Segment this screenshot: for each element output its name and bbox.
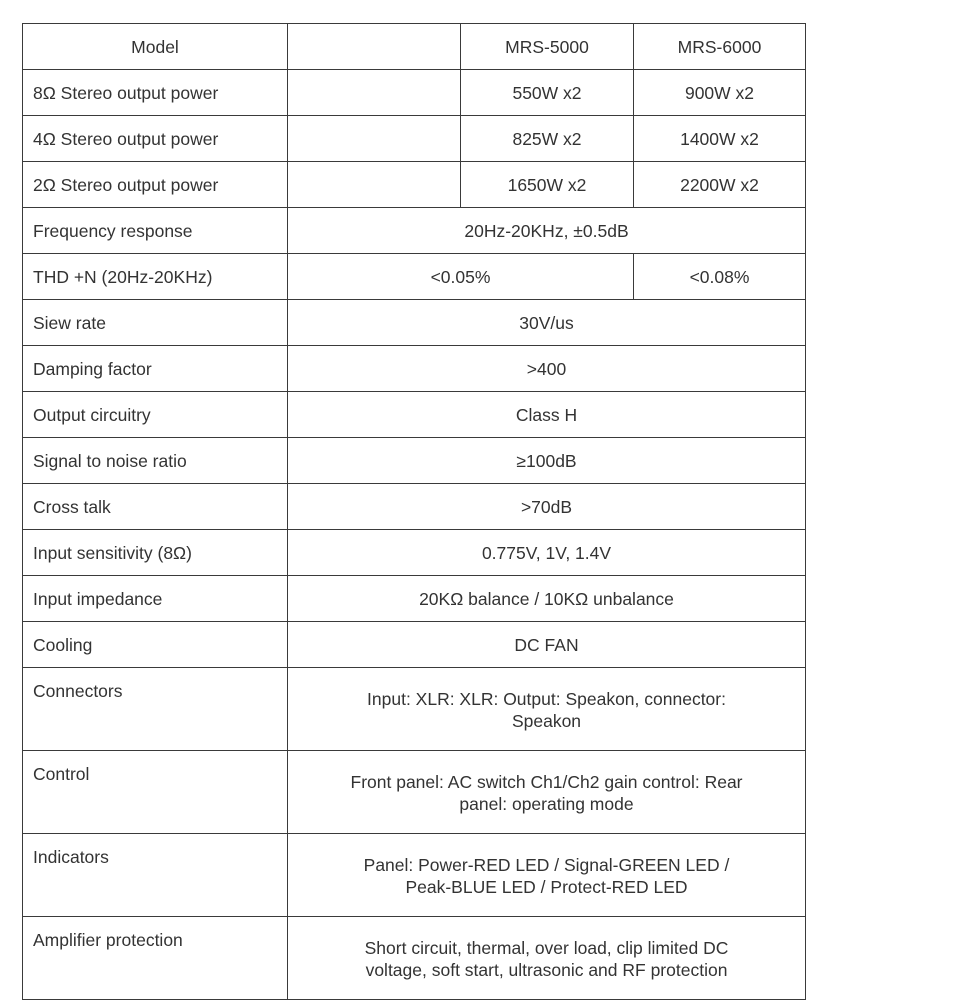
value-cell: Class H [288,392,806,438]
row-label: THD +N (20Hz-20KHz) [23,254,288,300]
table-row [23,438,806,484]
table-row [23,576,806,622]
blank-header-cell [288,24,461,70]
row-label: Input sensitivity (8Ω) [23,530,288,576]
value-cell: 0.775V, 1V, 1.4V [288,530,806,576]
value-line: Front panel: AC switch Ch1/Ch2 gain control: Rear [350,772,743,792]
value-line: Panel: Power-RED LED / Signal-GREEN LED / [363,855,730,875]
value-cell [288,668,806,751]
value-cell: 1650W x2 [461,162,634,208]
header-row [23,24,806,70]
value-line: Peak-BLUE LED / Protect-RED LED [405,877,688,897]
blank-cell [288,70,461,116]
table-row [23,346,806,392]
row-label: Amplifier protection [23,917,288,1000]
table-row [23,116,806,162]
model-mrs-5000: MRS-5000 [461,24,634,70]
value-cell: >400 [288,346,806,392]
table-row [23,392,806,438]
table-row [23,300,806,346]
value-cell: 20KΩ balance / 10KΩ unbalance [288,576,806,622]
table-row [23,162,806,208]
value-cell: 30V/us [288,300,806,346]
row-label: Signal to noise ratio [23,438,288,484]
model-mrs-6000: MRS-6000 [634,24,806,70]
value-line: Speakon [511,711,582,731]
value-cell: 20Hz-20KHz, ±0.5dB [288,208,806,254]
row-label: 4Ω Stereo output power [23,116,288,162]
row-label: Control [23,751,288,834]
table-row [23,668,806,751]
value-cell: 900W x2 [634,70,806,116]
model-header-cell: Model [23,24,288,70]
row-label: 2Ω Stereo output power [23,162,288,208]
table-row [23,622,806,668]
table-row [23,484,806,530]
value-cell: <0.08% [634,254,806,300]
row-label: Input impedance [23,576,288,622]
row-label: Indicators [23,834,288,917]
row-label: Damping factor [23,346,288,392]
row-label: Cross talk [23,484,288,530]
value-line: Input: XLR: XLR: Output: Speakon, connector: [367,689,726,709]
row-label: Cooling [23,622,288,668]
row-label: Siew rate [23,300,288,346]
table-row [23,70,806,116]
table-row [23,208,806,254]
table-row [23,254,806,300]
value-cell [288,751,806,834]
value-cell [288,834,806,917]
table-row [23,834,806,917]
value-cell: 1400W x2 [634,116,806,162]
table-row [23,530,806,576]
blank-cell [288,162,461,208]
table-row [23,917,806,1000]
value-cell: <0.05% [288,254,634,300]
value-line: voltage, soft start, ultrasonic and RF protection [365,960,728,980]
value-cell: >70dB [288,484,806,530]
row-label: 8Ω Stereo output power [23,70,288,116]
value-line: Short circuit, thermal, over load, clip limited DC [364,938,729,958]
row-label: Output circuitry [23,392,288,438]
table-row [23,751,806,834]
value-cell: 2200W x2 [634,162,806,208]
value-cell: ≥100dB [288,438,806,484]
row-label: Connectors [23,668,288,751]
blank-cell [288,116,461,162]
value-line: panel: operating mode [459,794,634,814]
value-cell: DC FAN [288,622,806,668]
row-label: Frequency response [23,208,288,254]
value-cell: 550W x2 [461,70,634,116]
value-cell [288,917,806,1000]
spec-table [22,23,806,1000]
value-cell: 825W x2 [461,116,634,162]
